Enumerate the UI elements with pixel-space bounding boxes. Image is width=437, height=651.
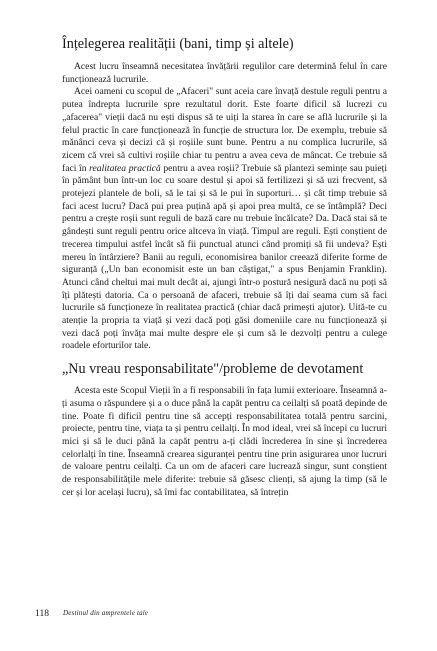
page-footer: [35, 608, 395, 622]
section-heading-responsibility: „Nu vreau responsabilitate"/probleme de devotament: [62, 361, 364, 378]
paragraph-text: Acei oameni cu scopul de „Afaceri" sunt aceia care învață destule reguli pentru a putea îndrepta lucrurile spre rezultatul dorit. Este foarte dificil să lucrezi cu „afacerea" vieții dacă nu ești dispus să te uiți la starea în care se află lucrurile și la felul practic în care funcționează în funcție de structura lor. De exemplu, trebuie să mănânci ceva și decizi că și roșiile sunt bune. Pentru a nu complica lucrurile, să zicem că vrei să cultivi roșiile chiar tu pentru a avea ceva de mâncat. Ce trebuie să faci în: [62, 86, 387, 174]
paragraph-business-purpose: [62, 86, 387, 353]
section-heading-understanding-reality: Înțelegerea realității (bani, timp și altele): [62, 36, 294, 52]
paragraph-intro: Acest lucru înseamnă necesitatea învățării regulilor care determină felul în care funcționează lucrurile.: [62, 61, 387, 85]
paragraph-responsibility: Acesta este Scopul Vieții în a fi responsabili în fața lumii exterioare. Înseamnă a-ți asuma o răspundere și a o duce până la capăt pentru ca ceilalți să poată depinde de tine. Poate fi dificil pentru tine să accepți responsabilitatea totală pentru sarcini, proiecte, pentru tine, viața ta și pentru ceilalți. În mod ideal, vrei să începi cu lucruri mici și să le duci până la capăt pentru a-ți clădi încrederea în sine și încrederea celorlalți în tine. Înseamnă crearea siguranței pentru tine prin asigurarea unor lucruri de valoare pentru ceilalți. Ca un om de afaceri care lucrează singur, sunt conștient de responsabilitățile mele diferite: trebuie să găsesc clienți, să ajung la timp (să le cer și lor același lucru), să îmi fac contabilitatea, să întrețin: [62, 385, 387, 498]
page-body: [62, 34, 387, 500]
emphasis-practical-reality: realitatea practică: [89, 162, 161, 174]
running-book-title: Destinul din amprentele tale: [63, 609, 149, 617]
paragraph-text: pentru a avea roșii? Trebuie să plantezi semințe sau puieți în pământ bun într-un loc cu soare destul și apoi să fertilizezi și să uzi frecvent, să protejezi plantele de boli, să le tai și să le pui în suporturi… și cât timp trebuie să faci acest lucru? Dacă pui prea puțină apă și apoi prea multă, ce se întâmplă? Deci pentru a crește roșii sunt reguli de bază care nu trebuie încălcate? Da. Dacă stai să te gândești sunt reguli pentru orice altceva în viață. Timpul are reguli. Ești conștient de trecerea timpului astfel încât să fii punctual atunci când promiți să fii undeva? Ești mereu în întârziere? Banii au reguli, economisirea banilor creează diferite forme de siguranță („Un ban economisit este un ban câștigat," a spus Benjamin Franklin). Atunci când cheltui mai mult decât ai, ajungi într-o postură nesigură dacă nu poți să îți plătești datoria. Ca o persoană de afaceri, trebuie să îți dai seama cum să faci lucrurile să funcționeze în realitatea practică (chiar dacă primești ajutor). Uită-te cu atenție la propria ta viață și vezi dacă poți găsi domeniile care nu funcționează și vezi dacă poți învăța mai multe despre ele și cum să le dezvolți pentru a culege roadele eforturilor tale.: [62, 162, 387, 352]
page-number: 118: [35, 608, 50, 619]
